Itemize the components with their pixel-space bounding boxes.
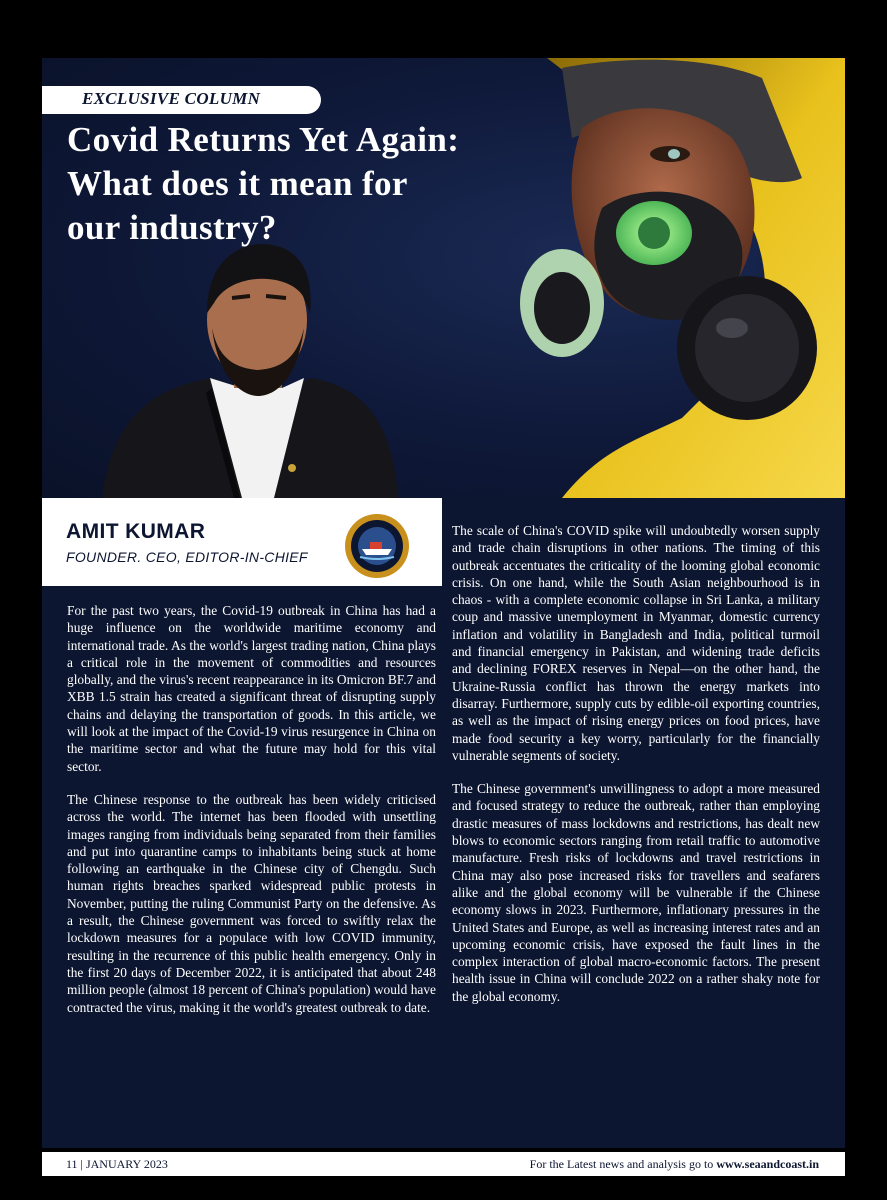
article-paragraph: For the past two years, the Covid-19 outbreak in China has had a huge influence on the worldwide maritime economy and international trade. As the world's largest trading nation, China plays a critical role in the movement of commodities and resources globally, and the virus's recent reappearance in its Omicron BF.7 and XBB 1.5 strain has created a significant threat of disrupting supply chains and delaying the transportation of goods. In this article, we will look at the impact of the Covid-19 virus resurgence in China on the maritime sector and what the future may hold for this vital sector. <box>67 603 436 774</box>
website-link[interactable]: www.seaandcoast.in <box>716 1157 819 1171</box>
article-column-right <box>452 522 820 1005</box>
author-title: FOUNDER. CEO, EDITOR-IN-CHIEF <box>66 549 308 565</box>
magazine-page <box>42 58 845 1171</box>
author-figure <box>102 244 398 498</box>
sea-and-coast-logo <box>344 513 410 579</box>
section-tag <box>42 86 321 114</box>
headline <box>67 118 587 250</box>
section-tag-label: EXCLUSIVE COLUMN <box>82 89 261 108</box>
article-paragraph: The Chinese government's unwillingness to adopt a more measured and focused strategy to reduce the outbreak, rather than employing drastic measures of mass lockdowns and restrictions, has dealt new blows to economic sectors ranging from retail traffic to automotive manufacture. Fresh risks of lockdowns and travel restrictions in China may also pose increased risks for travellers and seafarers alike and the global economy will be vulnerable if the Chinese economy slows in 2023. Furthermore, inflationary pressures in the United States and Europe, as well as increasing interest rates and an upcoming economic crisis, have exposed the fault lines in the complex interaction of global macro-economic factors. The present health issue in China will conclude 2022 on a rather shaky note for the global economy. <box>452 781 820 1004</box>
article-column-left <box>67 602 436 1016</box>
footer-tagline-text: For the Latest news and analysis go to <box>529 1157 714 1171</box>
author-name: AMIT KUMAR <box>66 520 206 543</box>
author-byline <box>42 498 442 586</box>
headline-line: our industry? <box>67 208 277 247</box>
headline-line: What does it mean for <box>67 164 408 203</box>
hero-banner <box>42 58 845 498</box>
page-footer <box>42 1152 845 1176</box>
page-number: 11 | JANUARY 2023 <box>66 1157 168 1171</box>
footer-tagline <box>530 1157 819 1172</box>
article-paragraph: The scale of China's COVID spike will undoubtedly worsen supply and trade chain disruptions in other nations. The timing of this outbreak accentuates the criticality of the looming global economic crisis. On one hand, while the South Asian neighbourhood is in chaos - with a complete economic collapse in Sri Lanka, a military coup and massive unemployment in Myanmar, domestic currency inflation and volatility in Bangladesh and India, political turmoil and financial emergency in Pakistan, and widening trade deficits and declining FOREX reserves in Nepal—on the other hand, the Ukraine-Russia conflict has thrown the energy markets into disarray. Furthermore, supply cuts by edible-oil exporting countries, as well as the impact of rising energy prices on food prices, have made food security a key worry, particularly for the financially vulnerable segments of society. <box>452 523 820 763</box>
article-paragraph: The Chinese response to the outbreak has been widely criticised across the world. The internet has been flooded with unsettling images ranging from individuals being separated from their families and put into quarantine camps to inhabitants being stuck at home following an earthquake in the Chinese city of Chengdu. Such human rights breaches sparked widespread public protests in November, putting the ruling Communist Party on the defensive. As a result, the Chinese government was forced to swiftly relax the lockdown measures for a populace with low COVID immunity, resulting in the recurrence of this public health emergency. Only in the first 20 days of December 2022, it is anticipated that about 248 million people (almost 18 percent of China's population) would have contracted the virus, making it the world's greatest outbreak to date. <box>67 791 436 1015</box>
headline-line: Covid Returns Yet Again: <box>67 120 460 159</box>
